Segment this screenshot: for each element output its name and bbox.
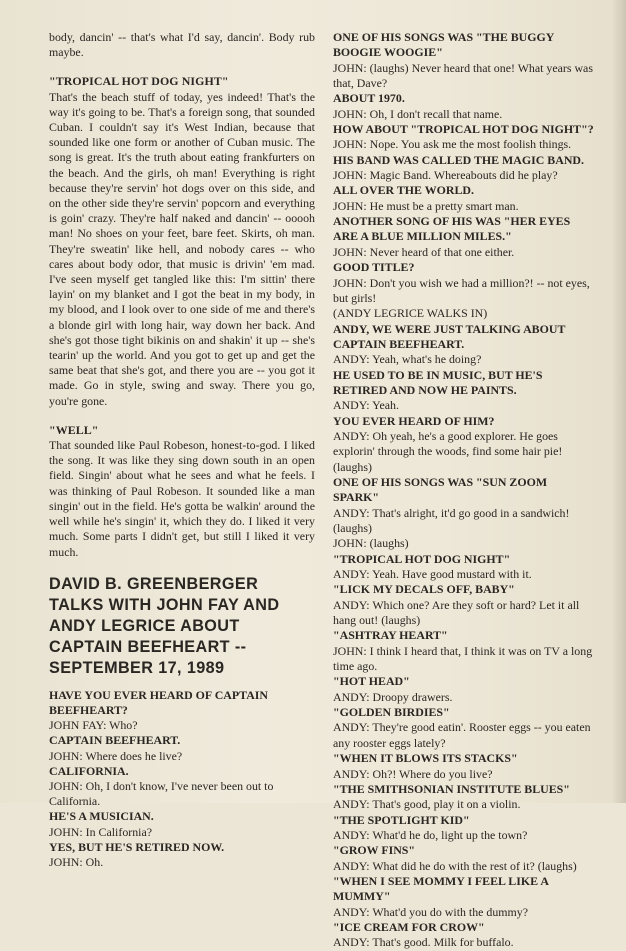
- answer: ANDY: Yeah, what's he doing?: [333, 352, 482, 367]
- answer: JOHN: Magic Band. Whereabouts did he play?: [333, 168, 558, 183]
- interview-pair: [49, 809, 315, 839]
- question: "ICE CREAM FOR CROW": [333, 919, 485, 934]
- answer: ANDY: What'd you do with the dummy?: [333, 904, 529, 919]
- intro-text: body, dancin' -- that's what I'd say, dancin'. Body rub maybe.: [49, 30, 315, 60]
- question: ONE OF HIS SONGS WAS "SUN ZOOM SPARK": [333, 474, 548, 505]
- question: YES, BUT HE'S RETIRED NOW.: [49, 839, 225, 854]
- answer: ANDY: What did he do with the rest of it? (laughs): [333, 858, 577, 873]
- question: GOOD TITLE?: [333, 260, 415, 275]
- interview-pair: [49, 733, 315, 763]
- question: "TROPICAL HOT DOG NIGHT": [333, 551, 511, 566]
- article-title: DAVID B. GREENBERGER TALKS WITH JOHN FAY AND ANDY LEGRICE ABOUT CAPTAIN BEEFHEART -- SEPTEMBER 17, 1989: [49, 574, 280, 677]
- answer: ANDY: Droopy drawers.: [333, 689, 453, 704]
- question: CALIFORNIA.: [49, 763, 129, 778]
- answer: JOHN FAY: Who?: [49, 718, 138, 733]
- answer: JOHN: He must be a pretty smart man.: [333, 198, 519, 213]
- question: "HOT HEAD": [333, 674, 410, 689]
- section-body-tropical: That's the beach stuff of today, yes indeed! That's the way it's going to be. That's a foreign song, that sounded Cuban. I couldn't say it's West Indian, because that sounded like one form or another of Cuban music. The song is great. It's the truth about eating frankfurters on the beach. And the girls, oh man! Everything is right because they're servin' hot dogs over on this side, and on the other side they're servin' popcorn and everything is goin' crazy. They're half naked and dancin' -- ooooh man! No shoes on your feet, bare feet. Skirts, oh man. They're sweatin' like hell, and nobody cares -- who cares about body odor, that music is drivin' 'em mad. I've seen myself get tangled like this: I'm sittin' there layin' on my blanket and I got the beat in my body, in my blood, and I look over to one side of me and there's a blonde girl with long hair, way down her back. And she's got those tight bikinis on and shakin' it up -- she's tearin' up the world. And you got to get up and get the same beat that she's got, and there you are -- you got it made. Go in style, swing and sway. There you go, you're gone.: [49, 89, 315, 408]
- question: HE'S A MUSICIAN.: [49, 809, 154, 824]
- interview-pair: [49, 764, 315, 810]
- answer: ANDY: That's good. Milk for buffalo.: [333, 935, 514, 950]
- question: "GOLDEN BIRDIES": [333, 705, 450, 720]
- answer: JOHN: Oh, I don't know, I've never been out to California.: [49, 778, 274, 809]
- question: "LICK MY DECALS OFF, BABY": [333, 582, 515, 597]
- interview-left: [49, 688, 315, 870]
- answer: JOHN: I think I heard that, I think it was on TV a long time ago.: [333, 643, 593, 674]
- question: ABOUT 1970.: [333, 91, 405, 106]
- question: ALL OVER THE WORLD.: [333, 183, 474, 198]
- question: "ASHTRAY HEART": [333, 628, 448, 643]
- answer: JOHN: Oh.: [49, 854, 104, 869]
- page-edge-shadow: [612, 0, 626, 803]
- question: CAPTAIN BEEFHEART.: [49, 733, 181, 748]
- question: "GROW FINS": [333, 843, 416, 858]
- question: HAVE YOU EVER HEARD OF CAPTAIN BEEFHEART?: [49, 687, 268, 717]
- answer: ANDY: What'd he do, light up the town?: [333, 827, 528, 842]
- left-column: [49, 30, 315, 870]
- question: "WHEN I SEE MOMMY I FEEL LIKE A MUMMY": [333, 873, 549, 904]
- answer: JOHN: Oh, I don't recall that name.: [333, 106, 503, 121]
- answer: ANDY: They're good eatin'. Rooster eggs -- you eaten any rooster eggs lately?: [333, 720, 591, 750]
- question: HOW ABOUT "TROPICAL HOT DOG NIGHT"?: [333, 122, 594, 137]
- answer: JOHN: In California?: [49, 824, 153, 839]
- answer: ANDY: Oh?! Where do you live?: [333, 766, 493, 781]
- answer: ANDY: Oh yeah, he's a good explorer. He goes explorin' through the woods, find some hair pie! (laughs): [333, 428, 563, 474]
- answer: ANDY: That's alright, it'd go good in a sandwich! (laughs): [333, 505, 570, 535]
- answer: ANDY: Yeah.: [333, 398, 399, 413]
- answer: (ANDY LEGRICE WALKS IN): [333, 306, 488, 321]
- question: "THE SMITHSONIAN INSTITUTE BLUES": [333, 781, 570, 796]
- answer: ANDY: Yeah. Have good mustard with it.: [333, 567, 532, 582]
- answer: JOHN: Where does he live?: [49, 748, 183, 763]
- answer: JOHN: Nope. You ask me the most foolish things.: [333, 137, 572, 152]
- question: ONE OF HIS SONGS WAS "THE BUGGY BOOGIE WOOGIE": [333, 30, 554, 60]
- question: HIS BAND WAS CALLED THE MAGIC BAND.: [333, 152, 584, 167]
- section-heading-well: "WELL": [49, 422, 99, 437]
- question: ANOTHER SONG OF HIS WAS "HER EYES ARE A BLUE MILLION MILES.": [333, 214, 571, 244]
- answer: JOHN: Never heard of that one either.: [333, 244, 515, 259]
- right-column: [333, 30, 595, 951]
- section-heading-tropical: "TROPICAL HOT DOG NIGHT": [49, 74, 229, 89]
- question: YOU EVER HEARD OF HIM?: [333, 413, 495, 428]
- question: "WHEN IT BLOWS ITS STACKS": [333, 751, 518, 766]
- section-body-well: That sounded like Paul Robeson, honest-to-god. I liked the song. It was like they sing down south in an open field. Singin' about what he sees and what he feels. I was thinking of Paul Robeson. It sounded like a man singin' out in the field. He's gotta be walkin' around the well while he's singin' it, which they do. I liked it very much. Some parts I didn't get, but still I liked it very much.: [49, 438, 315, 559]
- answer: JOHN: (laughs) Never heard that one! What years was that, Dave?: [333, 60, 593, 91]
- answer: JOHN: (laughs): [333, 536, 409, 551]
- interview-pair: [49, 840, 315, 870]
- question: "THE SPOTLIGHT KID": [333, 812, 470, 827]
- question: HE USED TO BE IN MUSIC, BUT HE'S RETIRED AND NOW HE PAINTS.: [333, 367, 543, 397]
- interview-pair: [49, 688, 315, 734]
- interview-right: [333, 30, 595, 951]
- question: ANDY, WE WERE JUST TALKING ABOUT CAPTAIN BEEFHEART.: [333, 321, 566, 351]
- answer: ANDY: Which one? Are they soft or hard? Let it all hang out! (laughs): [333, 597, 580, 628]
- answer: JOHN: Don't you wish we had a million?! -- not eyes, but girls!: [333, 275, 590, 305]
- answer: ANDY: That's good, play it on a violin.: [333, 797, 521, 812]
